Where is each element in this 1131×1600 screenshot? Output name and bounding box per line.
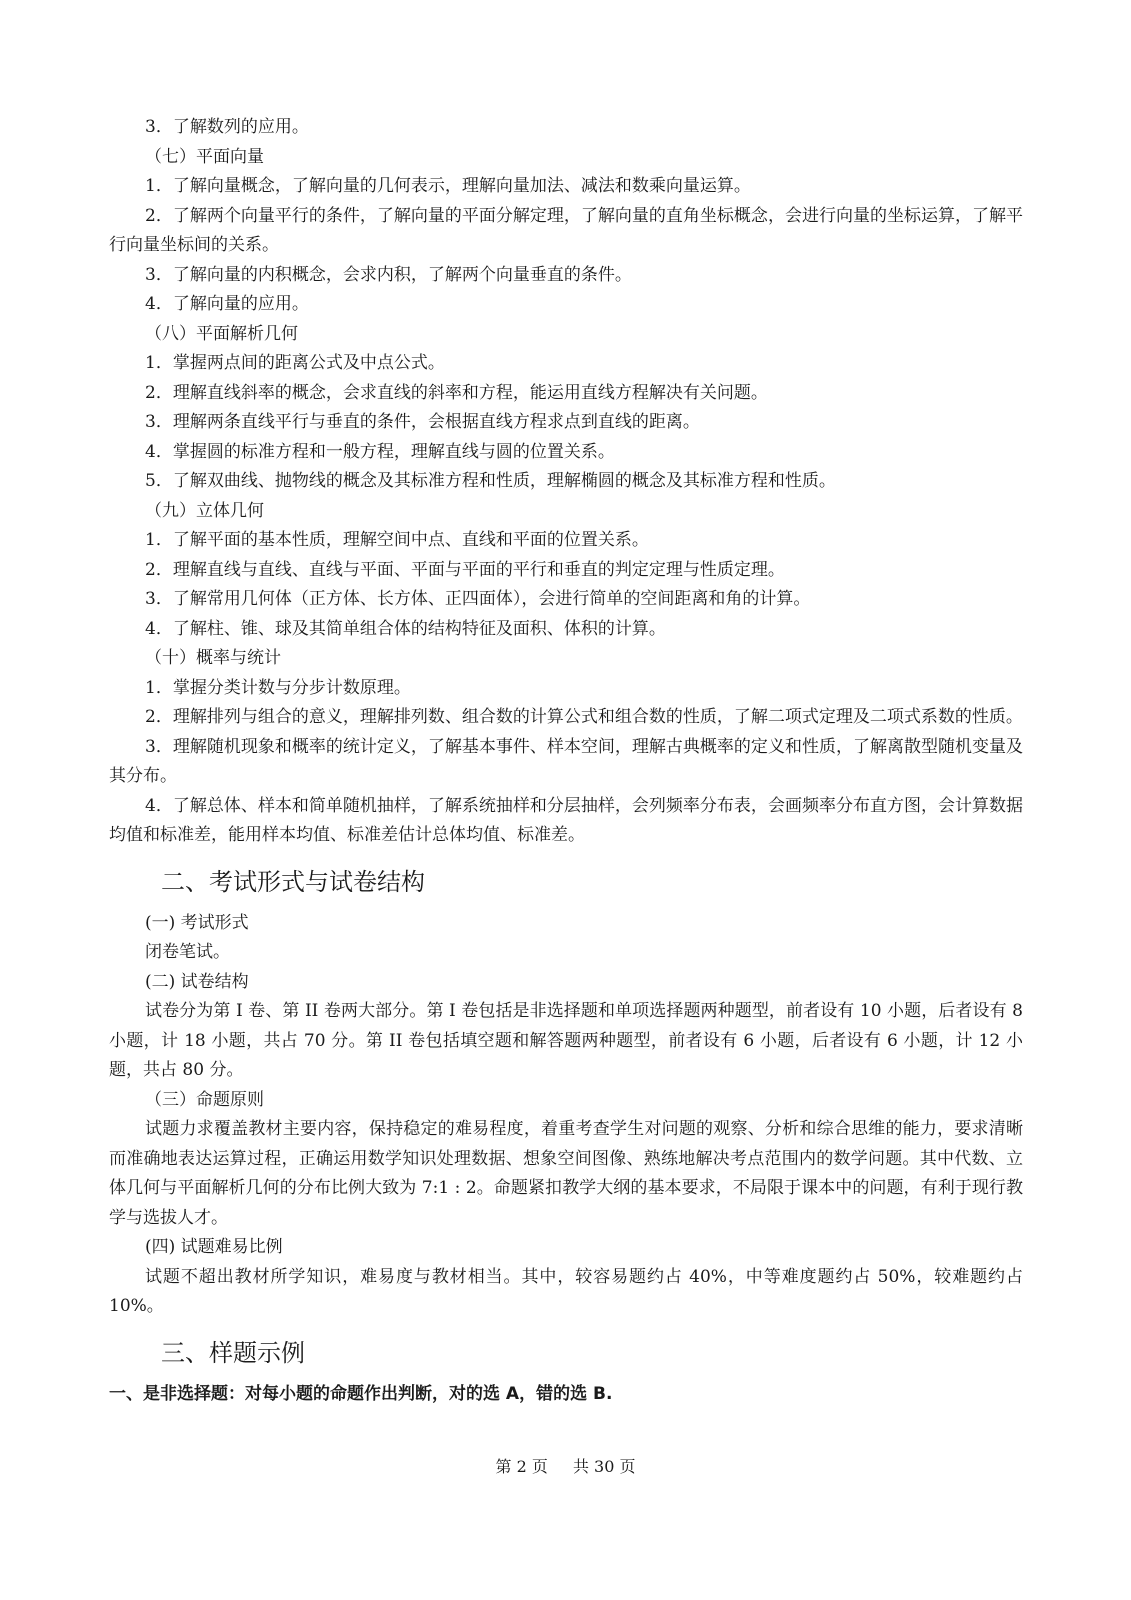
paragraph: 试题不超出教材所学知识，难易度与教材相当。其中，较容易题约占 40%，中等难度题约占 50%，较难题约占 10%。 <box>109 1266 1023 1316</box>
section-title: （九）立体几何 <box>145 500 264 521</box>
list-item: 1．了解向量概念，了解向量的几何表示，理解向量加法、减法和数乘向量运算。 <box>145 176 751 196</box>
page-number: 第 2 页 <box>495 1457 548 1476</box>
section-title: （八）平面解析几何 <box>145 323 298 344</box>
list-item: 2．理解直线与直线、直线与平面、平面与平面的平行和垂直的判定定理与性质定理。 <box>145 559 785 580</box>
page-content <box>109 113 1023 1409</box>
list-item: 2．了解两个向量平行的条件，了解向量的平面分解定理，了解向量的直角坐标概念，会进行向量的坐标运算，了解平行向量坐标间的关系。 <box>109 205 1023 255</box>
subsection-title: (一) 考试形式 <box>145 912 249 933</box>
list-item: 3．理解随机现象和概率的统计定义，了解基本事件、样本空间，理解古典概率的定义和性质，了解离散型随机变量及其分布。 <box>109 736 1023 786</box>
list-item: 4．了解总体、样本和简单随机抽样，了解系统抽样和分层抽样，会列频率分布表，会画频率分布直方图，会计算数据均值和标准差，能用样本均值、标准差估计总体均值、标准差。 <box>109 795 1023 845</box>
section-title: （七）平面向量 <box>145 146 264 167</box>
list-item: 5．了解双曲线、抛物线的概念及其标准方程和性质，理解椭圆的概念及其标准方程和性质。 <box>145 471 836 491</box>
list-item: 1．掌握分类计数与分步计数原理。 <box>145 677 411 698</box>
list-item: 4．掌握圆的标准方程和一般方程，理解直线与圆的位置关系。 <box>145 441 615 462</box>
list-item: 1．了解平面的基本性质，理解空间中点、直线和平面的位置关系。 <box>145 530 649 550</box>
list-item: 2．理解直线斜率的概念，会求直线的斜率和方程，能运用直线方程解决有关问题。 <box>145 382 768 403</box>
subsection-title: (四) 试题难易比例 <box>145 1237 283 1257</box>
list-item: 4．了解柱、锥、球及其简单组合体的结构特征及面积、体积的计算。 <box>145 618 666 639</box>
question-type-heading: 一、是非选择题：对每小题的命题作出判断，对的选 A，错的选 B. <box>109 1383 613 1404</box>
list-item: 3．理解两条直线平行与垂直的条件，会根据直线方程求点到直线的距离。 <box>145 412 700 432</box>
subsection-title: (二) 试卷结构 <box>145 971 249 992</box>
part-heading: 二、考试形式与试卷结构 <box>161 867 425 896</box>
paragraph: 试卷分为第 I 卷、第 II 卷两大部分。第 I 卷包括是非选择题和单项选择题两种题型，前者设有 10 小题，后者设有 8 小题，计 18 小题，共占 70 分。第 II 卷包括填空题和解答题两种题型，前者设有 6 小题，后者设有 6 小题，计 12 小题，共占 80 分。 <box>109 1001 1023 1080</box>
page-total: 共 30 页 <box>572 1457 636 1476</box>
paragraph: 闭卷笔试。 <box>145 942 230 962</box>
list-item: 3．了解常用几何体（正方体、长方体、正四面体），会进行简单的空间距离和角的计算。 <box>145 589 811 609</box>
paragraph: 试题力求覆盖教材主要内容，保持稳定的难易程度，着重考查学生对问题的观察、分析和综合思维的能力，要求清晰而准确地表达运算过程，正确运用数学知识处理数据、想象空间图像、熟练地解决考点范围内的数学问题。其中代数、立体几何与平面解析几何的分布比例大致为 7:1 : 2。命题紧扣教学大纲的基本要求，不局限于课本中的问题，有利于现行教学与选拔人才。 <box>109 1119 1023 1228</box>
list-item: 3．了解向量的内积概念，会求内积，了解两个向量垂直的条件。 <box>145 264 632 285</box>
section-title: （十）概率与统计 <box>145 648 281 668</box>
list-item: 2．理解排列与组合的意义，理解排列数、组合数的计算公式和组合数的性质，了解二项式定理及二项式系数的性质。 <box>145 707 1023 727</box>
subsection-title: （三）命题原则 <box>145 1089 264 1110</box>
list-item: 3．了解数列的应用。 <box>145 117 309 137</box>
list-item: 1．掌握两点间的距离公式及中点公式。 <box>145 353 445 373</box>
part-heading: 三、样题示例 <box>161 1338 305 1367</box>
page-footer <box>0 1456 1131 1478</box>
list-item: 4．了解向量的应用。 <box>145 294 309 314</box>
